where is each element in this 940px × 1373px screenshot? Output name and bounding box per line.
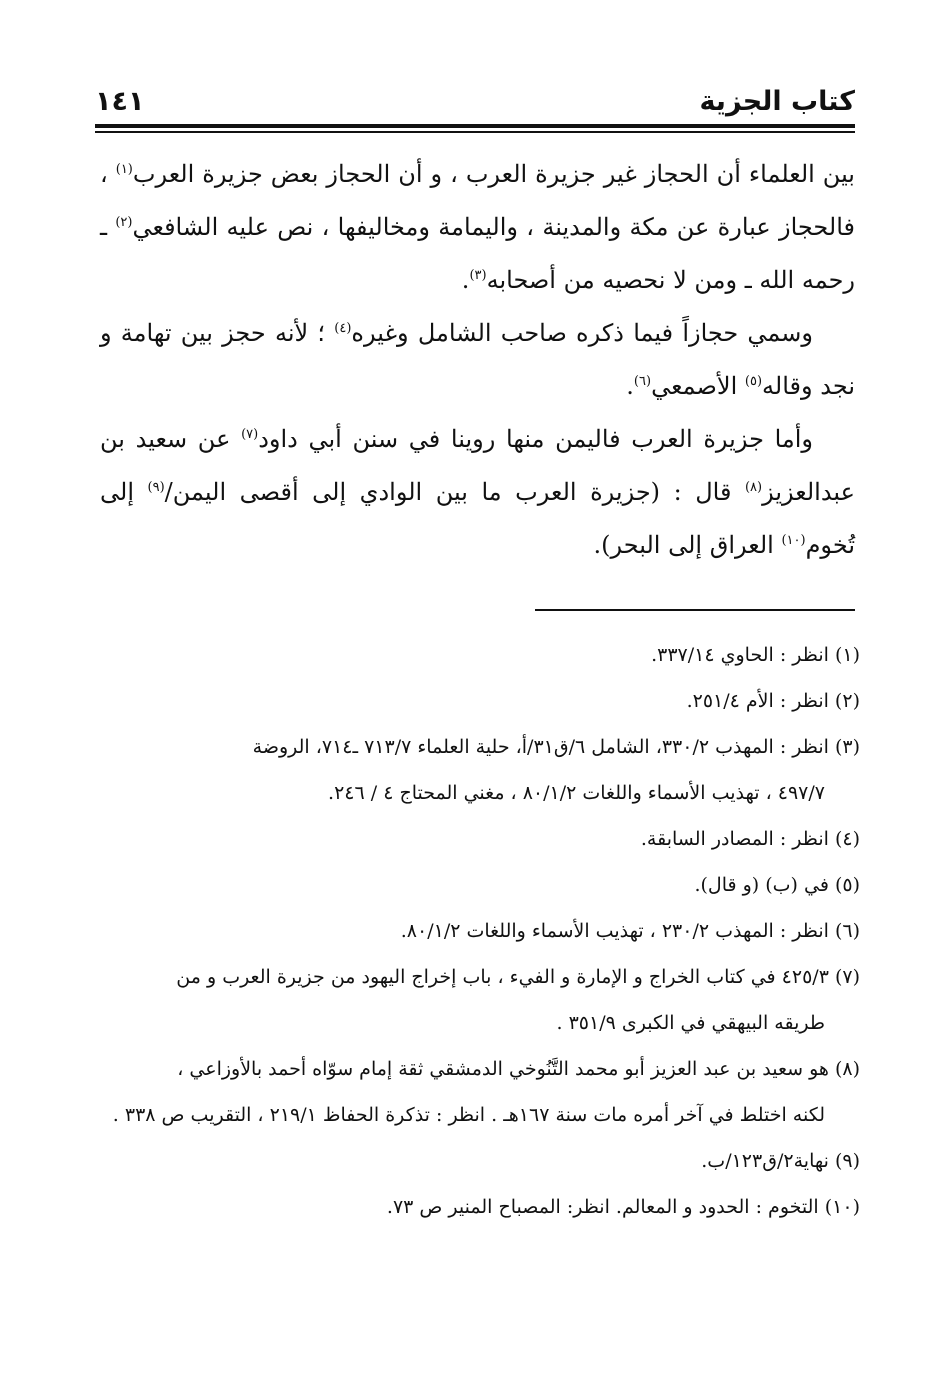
note-ref-2: (٢) [115,215,133,230]
footnote-1 [95,632,860,678]
main-text [100,148,855,572]
p2-text-b: ؛ لأنه حجز بين تهامة و نجد وقاله [100,319,855,400]
footnote-continuation: لكنه اختلط في آخر أمره مات سنة ١٦٧هـ . انظر : تذكرة الحفاظ ٢١٩/١ ، التقريب ص ٣٣٨ . [112,1104,825,1126]
p2-text-c: الأصمعي [651,372,738,400]
footnote-continuation: ٤٩٧/٧ ، تهذيب الأسماء واللغات ٨٠/١/٢ ، مغني المحتاج ٤ / ٢٤٦. [328,782,825,804]
p3-text-e: العراق إلى البحر). [593,531,774,559]
footnote-text: (٤) انظر : المصادر السابقة. [640,828,860,850]
p1-text-a: بين العلماء أن الحجاز غير جزيرة العرب ، و أن الحجاز بعض جزيرة العرب [132,160,855,188]
note-ref-6: (٦) [633,374,652,389]
footnote-4 [95,816,860,862]
p3-text-c: قال : (جزيرة العرب ما بين الوادي إلى أقصى اليمن/ [164,478,732,506]
note-ref-5: (٥) [744,374,763,389]
footnote-text: (٧) ٤٢٥/٣ في كتاب الخراج و الإمارة و الفيء ، باب إخراج اليهود من جزيرة العرب و من [176,966,860,988]
paragraph-2 [100,307,855,413]
footnote-text: (٢) انظر : الأم ٢٥١/٤. [686,690,860,712]
running-title: كتاب الجزية [699,86,855,117]
p1-text-d: . [461,266,470,294]
footnote-6 [95,908,860,954]
page-header [95,86,855,120]
footnote-continuation: طريقه البيهقي في الكبرى ٣٥١/٩ . [556,1012,825,1034]
note-ref-9: (٩) [147,480,165,495]
p3-text-b: عن سعيد بن عبدالعزيز [100,425,855,506]
p2-text-d: . [626,372,634,400]
page-number: ١٤١ [95,86,145,117]
paragraph-3 [100,413,855,572]
footnote-text: (١) انظر : الحاوي ٣٣٧/١٤. [651,644,860,666]
footnote-text: (٣) انظر : المهذب ٣٣٠/٢، الشامل ٦/ق٣١/أ، حلية العلماء ٧١٣/٧ ـ٧١٤، الروضة [252,736,860,758]
paragraph-1 [100,148,855,307]
footnote-7 [95,954,860,1046]
footnote-text: (٩) نهاية٢/ق١٢٣/ب. [701,1150,860,1172]
footnote-5 [95,862,860,908]
footnotes [95,632,860,1230]
footnote-2 [95,678,860,724]
p2-text-a: وسمي حجازاً فيما ذكره صاحب الشامل وغيره [351,319,813,347]
note-ref-1: (١) [115,162,133,177]
p3-text-a: وأما جزيرة العرب فاليمن منها روينا في سنن أبي داود [258,425,813,453]
footnote-8 [95,1046,860,1138]
note-ref-10: (١٠) [781,533,806,548]
footnote-10 [95,1184,860,1230]
footnote-text: (١٠) التخوم : الحدود و المعالم. انظر: المصباح المنير ص ٧٣. [386,1196,860,1218]
p3-text-d: إلى تُخوم [100,478,855,559]
header-rule-thick [95,124,855,128]
footnote-text: (٥) في (ب) (و قال). [694,874,860,896]
p1-text-b: ، فالحجاز عبارة عن مكة والمدينة ، واليمامة ومخاليفها ، نص عليه الشافعي [100,160,855,241]
footnote-9 [95,1138,860,1184]
footnote-text: (٦) انظر : المهذب ٢٣٠/٢ ، تهذيب الأسماء واللغات ٨٠/١/٢. [400,920,860,942]
p1-text-c: ـ رحمه الله ـ ومن لا نحصيه من أصحابه [100,213,855,294]
note-ref-3: (٣) [469,268,487,283]
footnote-3 [95,724,860,816]
note-ref-8: (٨) [744,480,763,495]
footnote-text: (٨) هو سعيد بن عبد العزيز أبو محمد التَّنُوخي الدمشقي ثقة إمام سوّاه أحمد بالأوزاعي ، [177,1058,860,1080]
footnote-separator [535,609,855,611]
header-rule-thin [95,131,855,133]
note-ref-7: (٧) [241,427,259,442]
note-ref-4: (٤) [334,321,352,336]
